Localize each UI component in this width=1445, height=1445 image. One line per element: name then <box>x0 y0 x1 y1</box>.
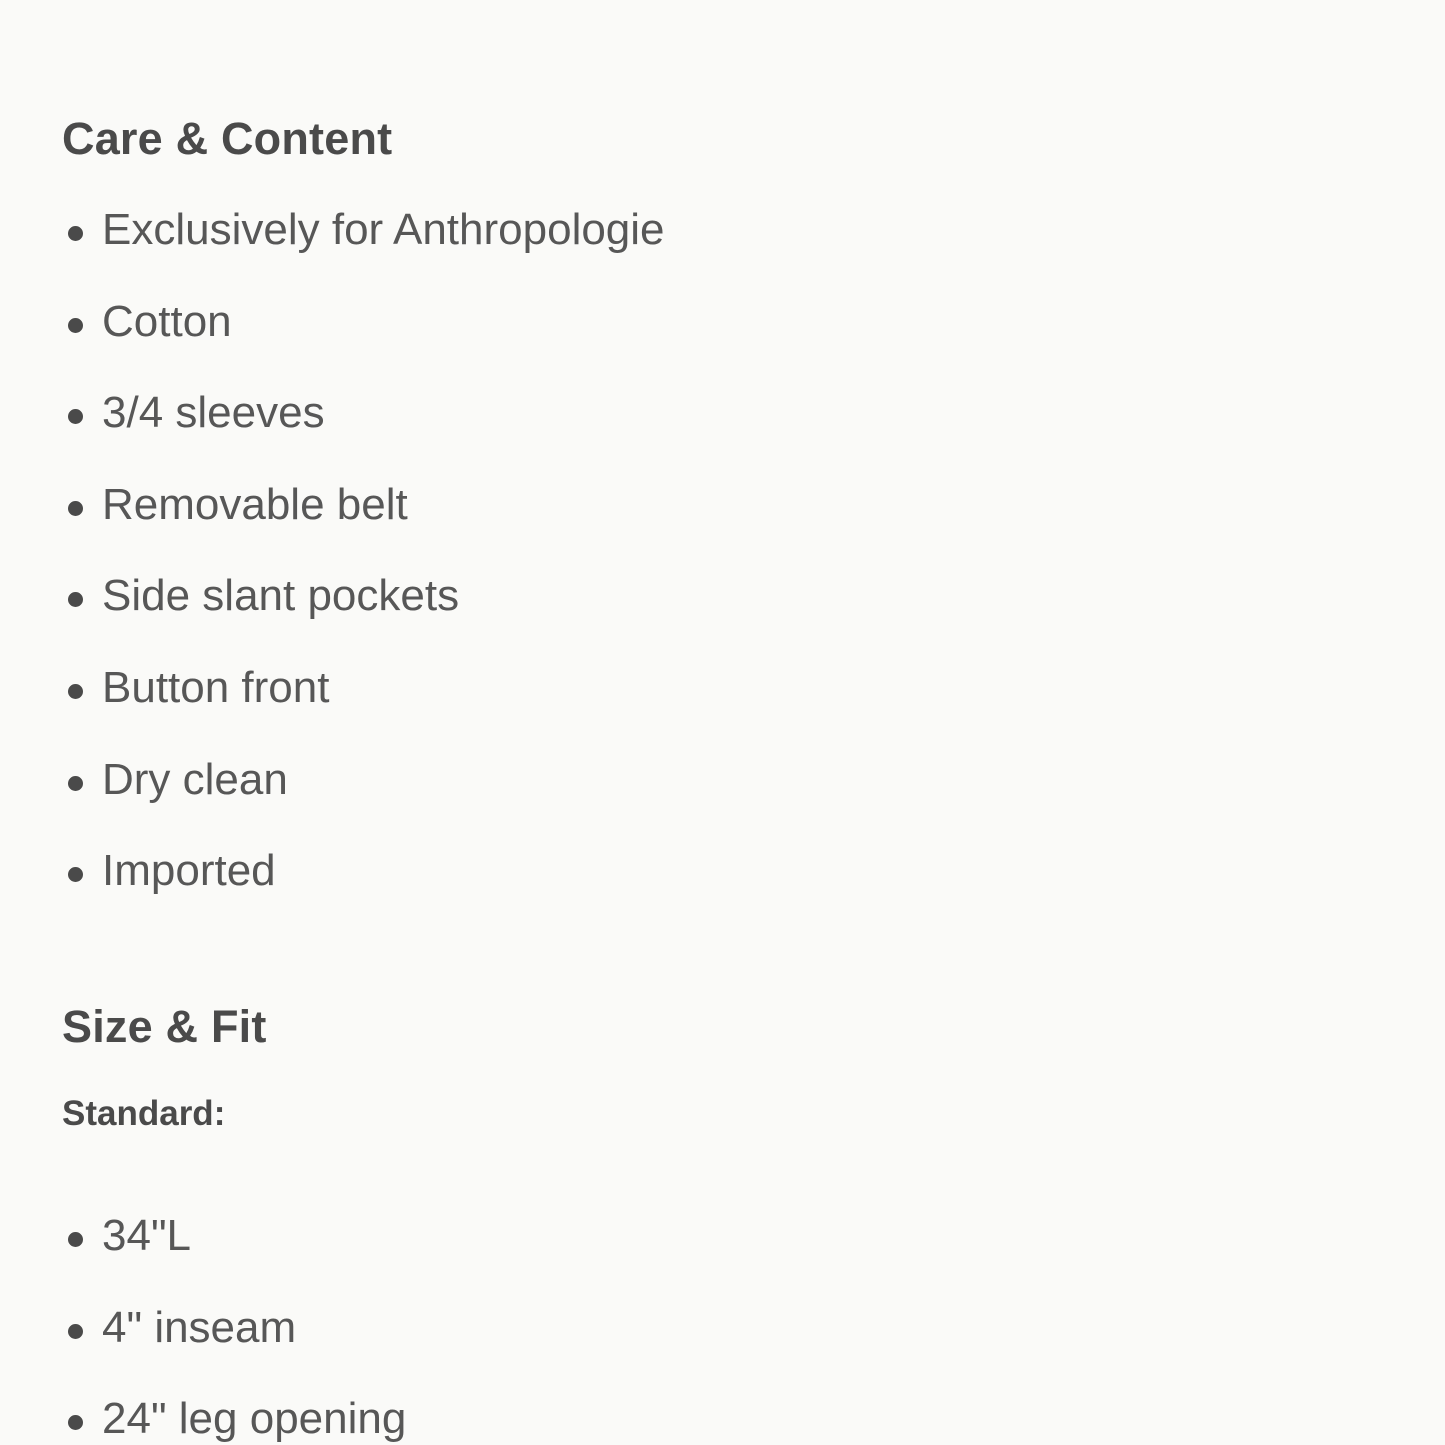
bullet-icon <box>68 318 83 333</box>
bullet-icon <box>68 1324 83 1339</box>
list-item-text: Exclusively for Anthropologie <box>102 205 665 254</box>
bullet-icon <box>68 867 83 882</box>
list-item-text: Cotton <box>102 296 232 346</box>
list-item-text: Imported <box>102 846 276 896</box>
care-content-heading: Care & Content <box>62 113 393 164</box>
bullet-icon <box>68 501 83 516</box>
list-item-text: 34"L <box>102 1211 192 1260</box>
list-item-text: 24" leg opening <box>102 1394 407 1444</box>
list-item-text: Dry clean <box>102 754 288 804</box>
bullet-icon <box>68 226 83 241</box>
bullet-icon <box>68 409 83 424</box>
size-fit-heading: Size & Fit <box>62 1001 267 1052</box>
bullet-icon <box>68 776 83 791</box>
bullet-icon <box>68 684 83 699</box>
list-item-text: 4" inseam <box>102 1302 297 1352</box>
list-item-text: Removable belt <box>102 479 408 529</box>
fit-type-label: Standard: <box>62 1094 226 1133</box>
list-item-text: Button front <box>102 662 330 712</box>
bullet-icon <box>68 592 83 607</box>
bullet-icon <box>68 1415 83 1430</box>
list-item-text: 3/4 sleeves <box>102 388 325 438</box>
list-item-text: Side slant pockets <box>102 571 460 621</box>
bullet-icon <box>68 1232 83 1247</box>
